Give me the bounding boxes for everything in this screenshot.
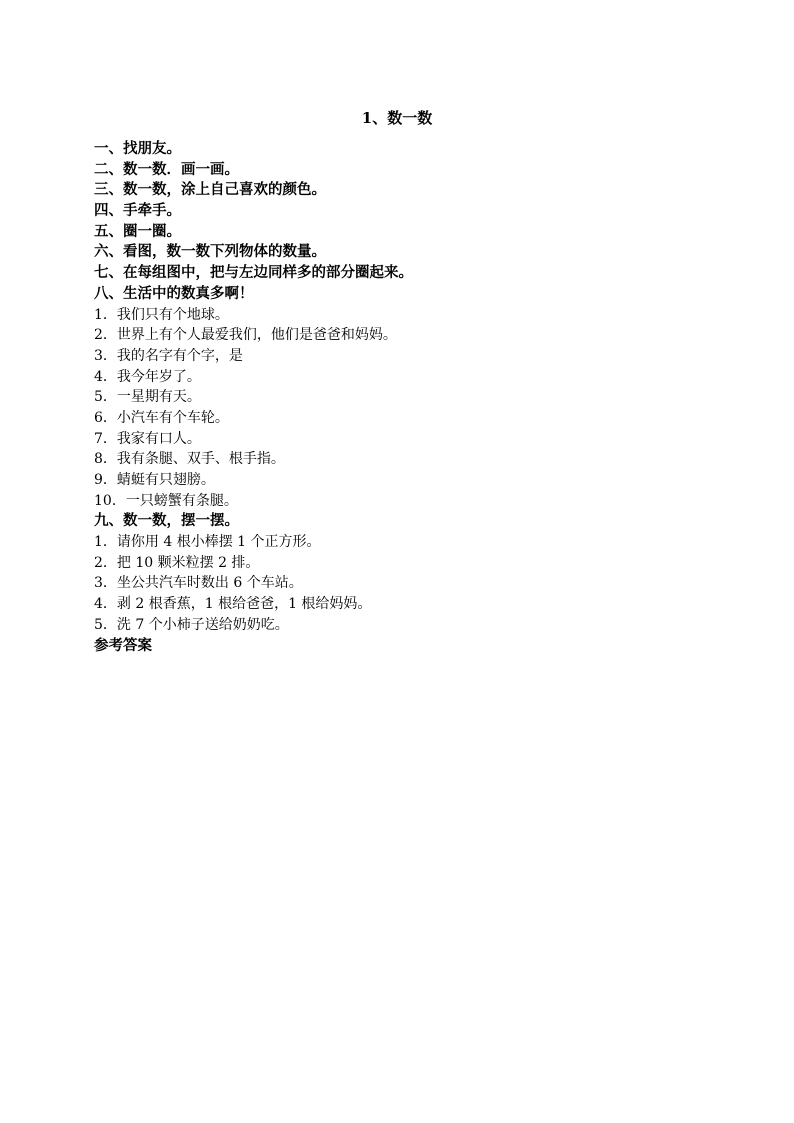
list-item: 10．一只螃蟹有条腿。 (94, 492, 238, 509)
document-body (94, 139, 714, 656)
list-item: 6．小汽车有个车轮。 (94, 409, 229, 426)
list-item: 1．请你用 4 根小棒摆 1 个正方形。 (94, 534, 321, 551)
answer-key-heading: 参考答案 (94, 636, 152, 654)
section-heading-7: 七、在每组图中，把与左边同样多的部分圈起来。 (94, 264, 413, 282)
list-item: 3．我的名字有个字，是 (94, 347, 243, 364)
list-item: 2．把 10 颗米粒摆 2 排。 (94, 554, 260, 571)
page-title: 1、数一数 (361, 109, 433, 127)
list-item: 5．洗 7 个小柿子送给奶奶吃。 (94, 616, 289, 633)
section-heading-5: 五、圈一圈。 (94, 222, 181, 240)
list-item: 8．我有条腿、双手、根手指。 (94, 451, 285, 468)
section-heading-3: 三、数一数，涂上自己喜欢的颜色。 (94, 181, 326, 199)
list-item: 4．剥 2 根香蕉，1 根给爸爸，1 根给妈妈。 (94, 596, 372, 613)
section-heading-1: 一、找朋友。 (94, 140, 181, 157)
section-heading-6: 六、看图，数一数下列物体的数量。 (94, 243, 326, 261)
list-item: 5．一星期有天。 (94, 389, 201, 406)
list-item: 1．我们只有个地球。 (94, 306, 229, 323)
list-item: 2．世界上有个人最爱我们，他们是爸爸和妈妈。 (94, 327, 397, 344)
section-heading-2: 二、数一数．画一画。 (94, 160, 239, 178)
section-heading-4: 四、手牵手。 (94, 202, 181, 220)
list-item: 7．我家有口人。 (94, 430, 201, 447)
list-item: 3．坐公共汽车时数出 6 个车站。 (94, 575, 303, 592)
list-item: 9．蜻蜓有只翅膀。 (94, 472, 215, 488)
section-heading-8: 八、生活中的数真多啊！ (94, 284, 254, 302)
section-heading-9: 九、数一数，摆一摆。 (94, 512, 239, 530)
list-item: 4．我今年岁了。 (94, 368, 201, 385)
